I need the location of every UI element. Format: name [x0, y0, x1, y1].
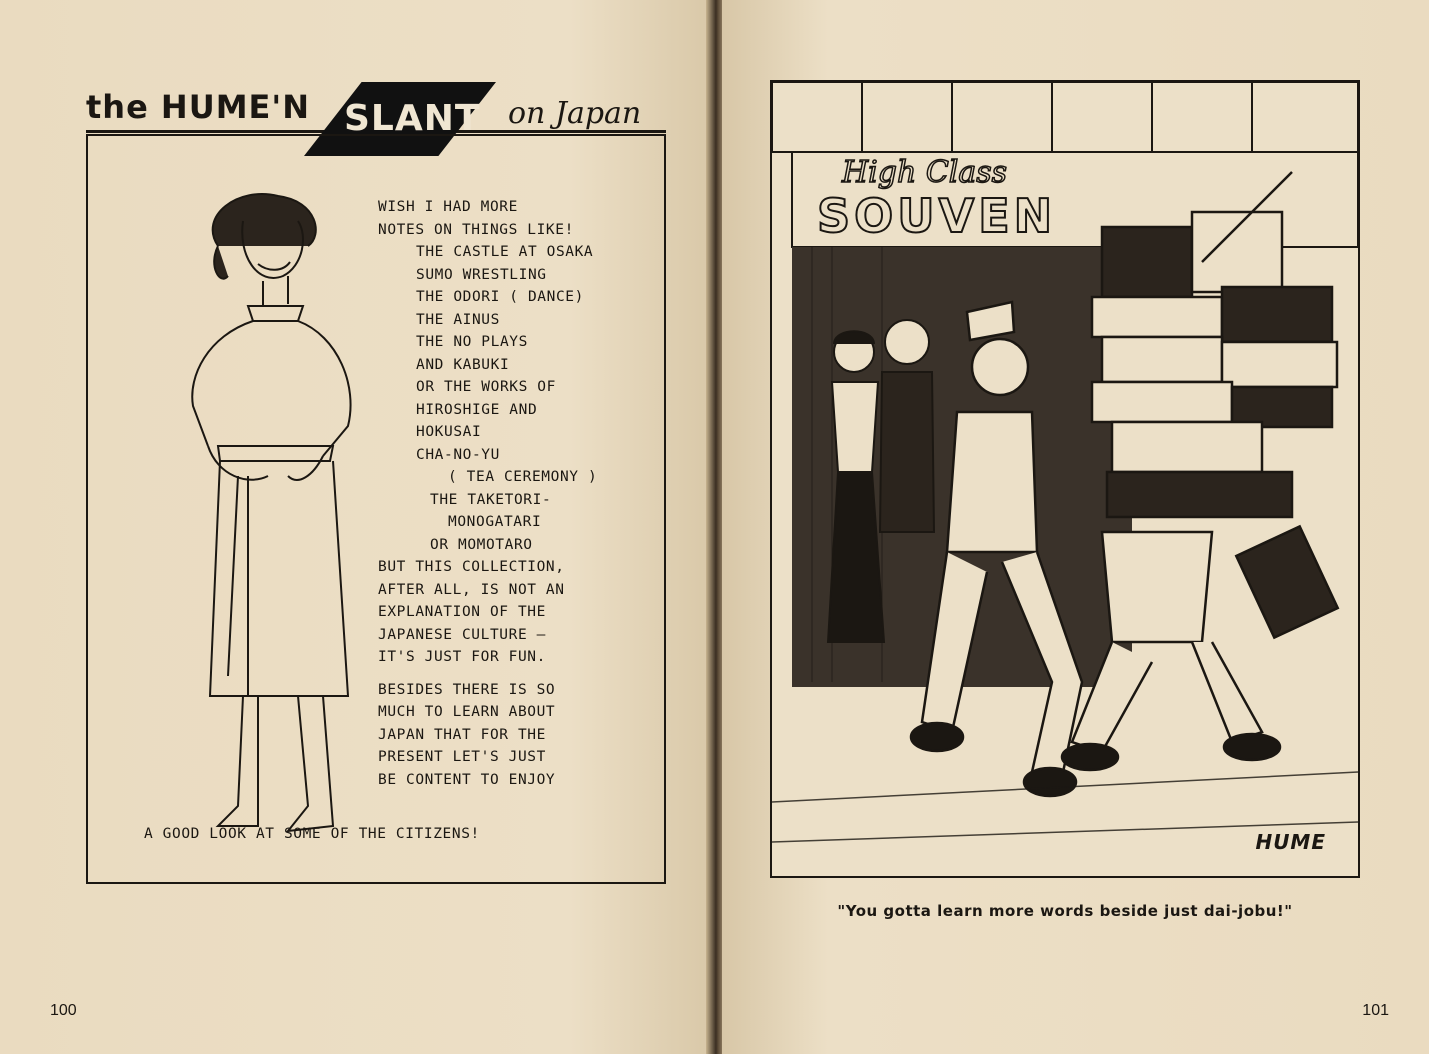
note-closing-line: A GOOD LOOK AT SOME OF THE CITIZENS! — [144, 826, 480, 842]
note-line: OR THE WORKS OF — [416, 379, 556, 395]
note-line: BUT THIS COLLECTION, — [378, 559, 565, 575]
page-number-right: 101 — [1362, 1002, 1389, 1019]
note-line: JAPAN THAT FOR THE — [378, 726, 546, 743]
cartoon-frame — [770, 80, 1360, 878]
note-line: MONOGATARI — [448, 514, 542, 530]
note-line: THE CASTLE AT OSAKA — [416, 244, 594, 260]
cartoon-caption: "You gotta learn more words beside just dai-jobu!" — [837, 902, 1293, 920]
artist-signature: HUME — [1255, 830, 1326, 854]
cartoon-illustration — [772, 82, 1358, 876]
note-line: PRESENT LET'S JUST — [378, 749, 546, 765]
note-line: SUMO WRESTLING — [416, 266, 547, 283]
note-line: CHA-NO-YU — [416, 446, 500, 463]
note-line: HIROSHIGE AND — [416, 401, 538, 418]
header-prefix: the HUME'N — [86, 88, 310, 126]
note-line: WISH I HAD MORE — [378, 199, 518, 215]
note-line: AND KABUKI — [416, 356, 510, 373]
note-line: THE ODORI ( DANCE) — [416, 289, 584, 305]
note-line: OR MOMOTARO — [430, 536, 533, 553]
note-line: ( TEA CEREMONY ) — [448, 469, 598, 485]
note-line: JAPANESE CULTURE — — [378, 626, 546, 643]
note-line: HOKUSAI — [416, 424, 482, 440]
note-line: MUCH TO LEARN ABOUT — [378, 704, 556, 720]
note-line: THE NO PLAYS — [416, 334, 528, 350]
sign-script: High Class — [842, 155, 1008, 190]
note-line: EXPLANATION OF THE — [378, 604, 546, 620]
note-line: THE TAKETORI- — [430, 491, 552, 508]
note-line: IT'S JUST FOR FUN. — [378, 649, 546, 665]
header-highlight: SLANT — [344, 98, 481, 139]
handwritten-note — [378, 196, 658, 791]
note-line: BESIDES THERE IS SO — [378, 681, 556, 698]
note-line: AFTER ALL, IS NOT AN — [378, 581, 565, 598]
note-line: THE AINUS — [416, 311, 500, 328]
left-page — [0, 0, 712, 1054]
note-line: NOTES ON THINGS LIKE! — [378, 221, 574, 238]
page-number-left: 100 — [50, 1002, 77, 1019]
note-line: BE CONTENT TO ENJOY — [378, 771, 556, 788]
illustration-frame — [86, 134, 666, 884]
sign-main: SOUVEN — [817, 189, 1057, 243]
right-page — [722, 0, 1429, 1054]
header-suffix: on Japan — [508, 96, 642, 131]
